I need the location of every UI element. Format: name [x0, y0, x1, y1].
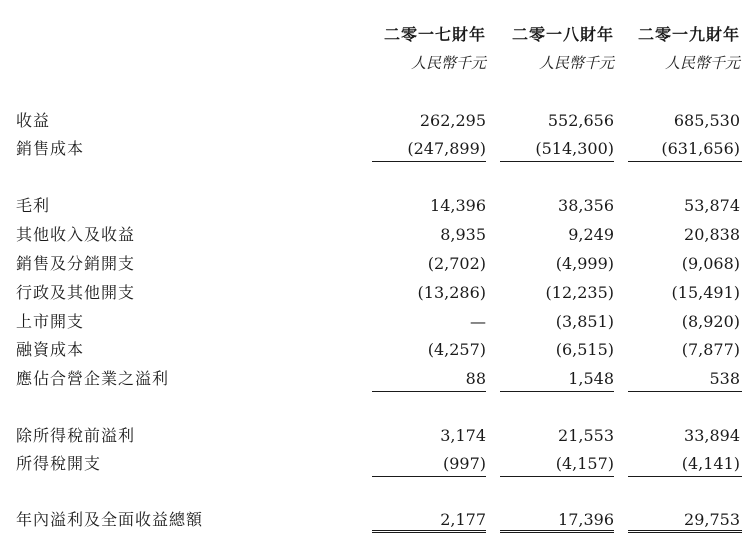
row-value-2019: 538 — [709, 369, 740, 388]
subtotal-rule — [628, 391, 742, 392]
table-row-jv-profit — [0, 366, 756, 392]
column-header-2019: 二零一九財年 — [637, 25, 740, 44]
column-unit-2019: 人民幣千元 — [664, 54, 740, 72]
table-row-cost-of-sales — [0, 136, 756, 162]
row-label: 行政及其他開支 — [16, 283, 136, 302]
subtotal-rule — [500, 391, 614, 392]
row-value-2018: 1,548 — [568, 369, 614, 388]
row-value-2019: (7,877) — [681, 340, 740, 359]
column-unit-2017: 人民幣千元 — [410, 54, 486, 72]
row-value-2019: 685,530 — [673, 111, 740, 130]
subtotal-rule — [372, 391, 486, 392]
table-row-profit-before-tax — [0, 423, 756, 449]
row-value-2018: (12,235) — [545, 283, 614, 302]
row-value-2018: (3,851) — [555, 312, 614, 331]
row-value-2019: 33,894 — [684, 426, 740, 445]
row-value-2018: 21,553 — [558, 426, 614, 445]
subtotal-rule — [628, 476, 742, 477]
row-value-2019: (15,491) — [671, 283, 740, 302]
row-value-2017: 8,935 — [440, 225, 486, 244]
row-label: 除所得稅前溢利 — [16, 426, 136, 445]
row-value-2018: 9,249 — [568, 225, 614, 244]
row-value-2017: 2,177 — [440, 510, 486, 529]
row-value-2017: (13,286) — [417, 283, 486, 302]
row-value-2019: (4,141) — [681, 454, 740, 473]
row-value-2019: (9,068) — [681, 254, 740, 273]
row-value-2019: 20,838 — [684, 225, 740, 244]
row-label: 上市開支 — [16, 312, 85, 331]
row-value-2019: 53,874 — [684, 196, 740, 215]
row-value-2018: 38,356 — [558, 196, 614, 215]
row-value-2019: (631,656) — [661, 139, 740, 158]
total-double-rule — [628, 530, 742, 533]
row-value-2019: (8,920) — [681, 312, 740, 331]
table-row-other-income — [0, 222, 756, 248]
row-value-2017: 14,396 — [430, 196, 486, 215]
row-label: 銷售成本 — [16, 139, 85, 158]
table-row-admin-expenses — [0, 280, 756, 306]
row-label: 應佔合營企業之溢利 — [16, 369, 170, 388]
row-value-2017: 3,174 — [440, 426, 486, 445]
row-label: 所得稅開支 — [16, 454, 102, 473]
total-double-rule — [372, 530, 486, 533]
table-row-selling-expenses — [0, 251, 756, 277]
column-header-2017: 二零一七財年 — [383, 25, 486, 44]
row-value-2018: 17,396 — [558, 510, 614, 529]
row-value-2019: 29,753 — [684, 510, 740, 529]
row-value-2018: (514,300) — [535, 139, 614, 158]
row-label: 收益 — [16, 111, 51, 130]
row-label: 銷售及分銷開支 — [16, 254, 136, 273]
row-value-2017: (997) — [442, 454, 486, 473]
subtotal-rule — [500, 476, 614, 477]
column-header-2018: 二零一八財年 — [511, 25, 614, 44]
row-value-2017: 88 — [465, 369, 486, 388]
row-label: 年內溢利及全面收益總額 — [16, 510, 204, 529]
subtotal-rule — [372, 161, 486, 162]
row-value-2017: 262,295 — [419, 111, 486, 130]
row-value-2017: (2,702) — [427, 254, 486, 273]
row-label: 毛利 — [16, 196, 51, 215]
subtotal-rule — [500, 161, 614, 162]
row-value-2017: (247,899) — [407, 139, 486, 158]
column-unit-2018: 人民幣千元 — [538, 54, 614, 72]
subtotal-rule — [628, 161, 742, 162]
row-value-2017: — — [470, 312, 486, 331]
row-label: 融資成本 — [16, 340, 85, 359]
subtotal-rule — [372, 476, 486, 477]
row-value-2018: (6,515) — [555, 340, 614, 359]
row-value-2018: (4,157) — [555, 454, 614, 473]
table-row-gross-profit — [0, 193, 756, 219]
table-row-income-tax — [0, 451, 756, 477]
row-value-2018: 552,656 — [547, 111, 614, 130]
table-row-revenue — [0, 108, 756, 134]
row-label: 其他收入及收益 — [16, 225, 136, 244]
table-row-listing-expenses — [0, 309, 756, 335]
row-value-2018: (4,999) — [555, 254, 614, 273]
row-value-2017: (4,257) — [427, 340, 486, 359]
total-double-rule — [500, 530, 614, 533]
table-row-finance-costs — [0, 337, 756, 363]
